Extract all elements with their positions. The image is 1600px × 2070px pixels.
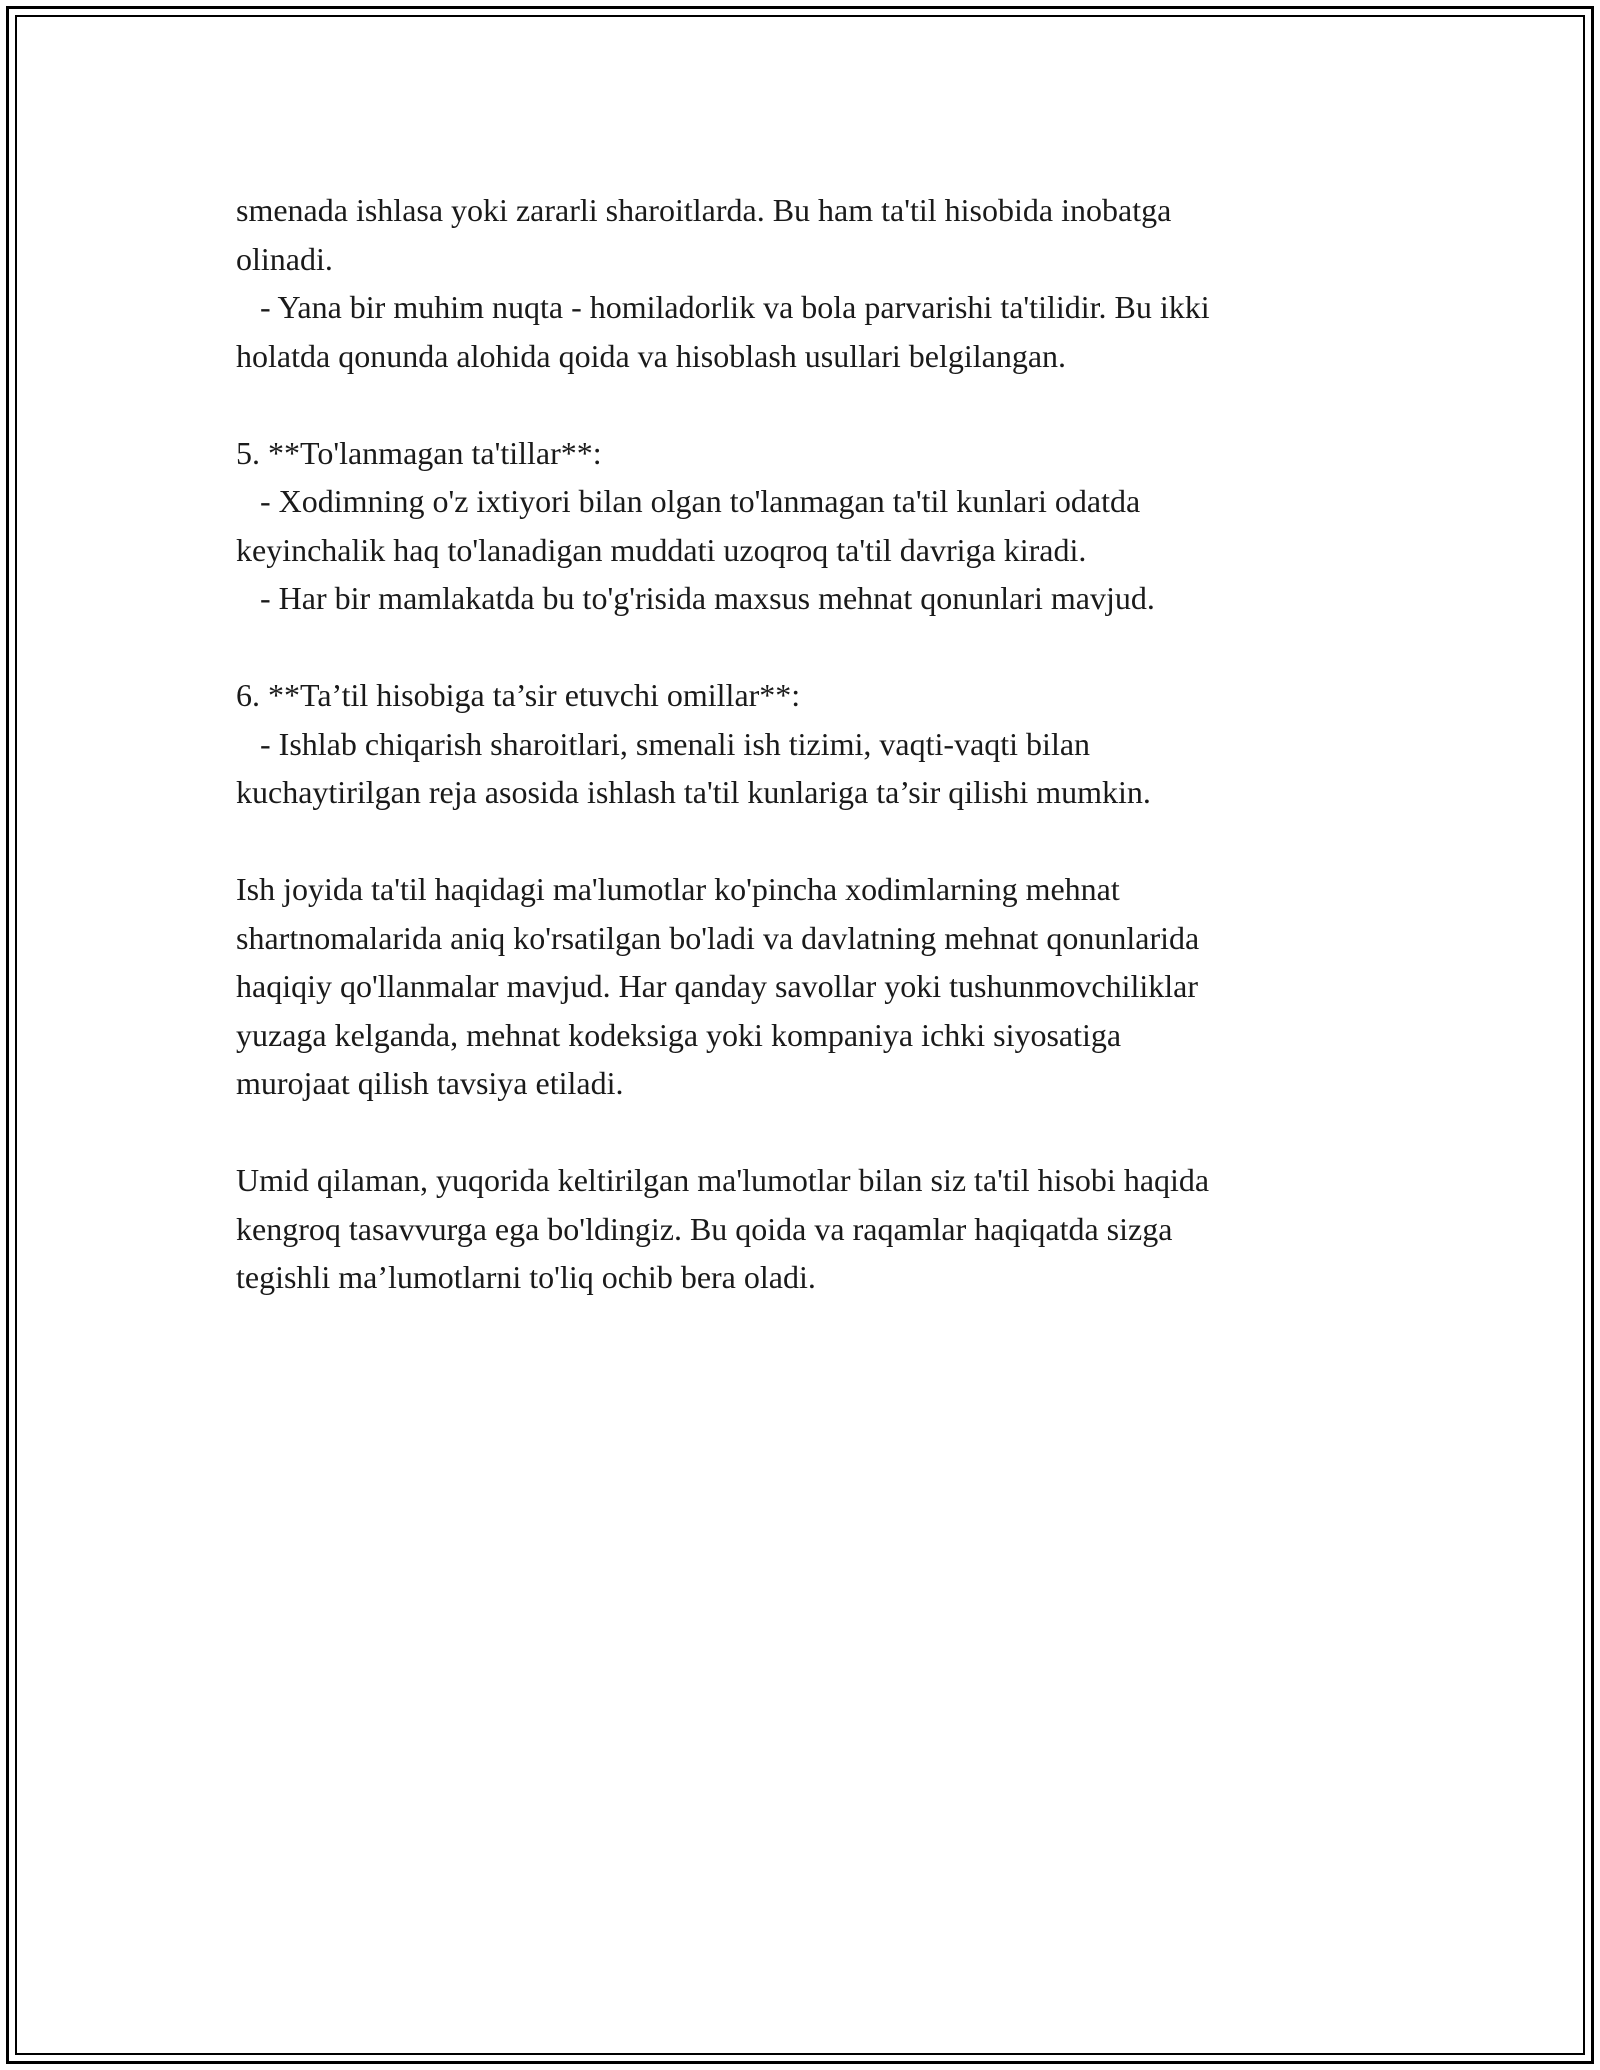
text-line: Umid qilaman, yuqorida keltirilgan ma'lumotlar bilan siz ta'til hisobi haqida xyxy=(236,1162,1210,1198)
text-line: kengroq tasavvurga ega bo'ldingiz. Bu qoida va raqamlar haqiqatda sizga xyxy=(236,1210,1173,1247)
text-line: murojaat qilish tavsiya etiladi. xyxy=(236,1065,624,1101)
text-line: - Yana bir muhim nuqta - homiladorlik va bola parvarishi ta'tilidir. Bu ikki xyxy=(236,289,1210,325)
text-line: shartnomalarida aniq ko'rsatilgan bo'ladi va davlatning mehnat qonunlarida xyxy=(236,919,1200,956)
section-heading: 6. **Ta’til hisobiga ta’sir etuvchi omillar**: xyxy=(236,677,801,713)
text-line: - Ishlab chiqarish sharoitlari, smenali ish tizimi, vaqti-vaqti bilan xyxy=(236,725,1091,762)
paragraph-gap xyxy=(236,817,1416,866)
text-line: yuzaga kelganda, mehnat kodeksiga yoki kompaniya ichki siyosatiga xyxy=(236,1016,1122,1053)
text-line: tegishli ma’lumotlarni to'liq ochib bera oladi. xyxy=(236,1259,816,1295)
paragraph-gap xyxy=(236,380,1416,429)
text-line: smenada ishlasa yoki zararli sharoitlarda. Bu ham ta'til hisobida inobatga xyxy=(236,192,1172,228)
text-line: Ish joyida ta'til haqidagi ma'lumotlar ko'pincha xodimlarning mehnat xyxy=(236,871,1120,907)
text-line: kuchaytirilgan reja asosida ishlash ta'til kunlariga ta’sir qilishi mumkin. xyxy=(236,774,1151,810)
section-heading: 5. **To'lanmagan ta'tillar**: xyxy=(236,434,602,471)
document-body xyxy=(236,186,1416,1302)
paragraph-gap xyxy=(236,1108,1416,1157)
text-line: haqiqiy qo'llanmalar mavjud. Har qanday savollar yoki tushunmovchiliklar xyxy=(236,968,1198,1004)
text-line: keyinchalik haq to'lanadigan muddati uzoqroq ta'til davriga kiradi. xyxy=(236,531,1087,568)
text-line: - Har bir mamlakatda bu to'g'risida maxsus mehnat qonunlari mavjud. xyxy=(236,580,1155,616)
text-line: - Xodimning o'z ixtiyori bilan olgan to'lanmagan ta'til kunlari odatda xyxy=(236,483,1141,519)
text-line: holatda qonunda alohida qoida va hisoblash usullari belgilangan. xyxy=(236,337,1067,374)
paragraph-gap xyxy=(236,623,1416,672)
text-line: olinadi. xyxy=(236,240,333,277)
